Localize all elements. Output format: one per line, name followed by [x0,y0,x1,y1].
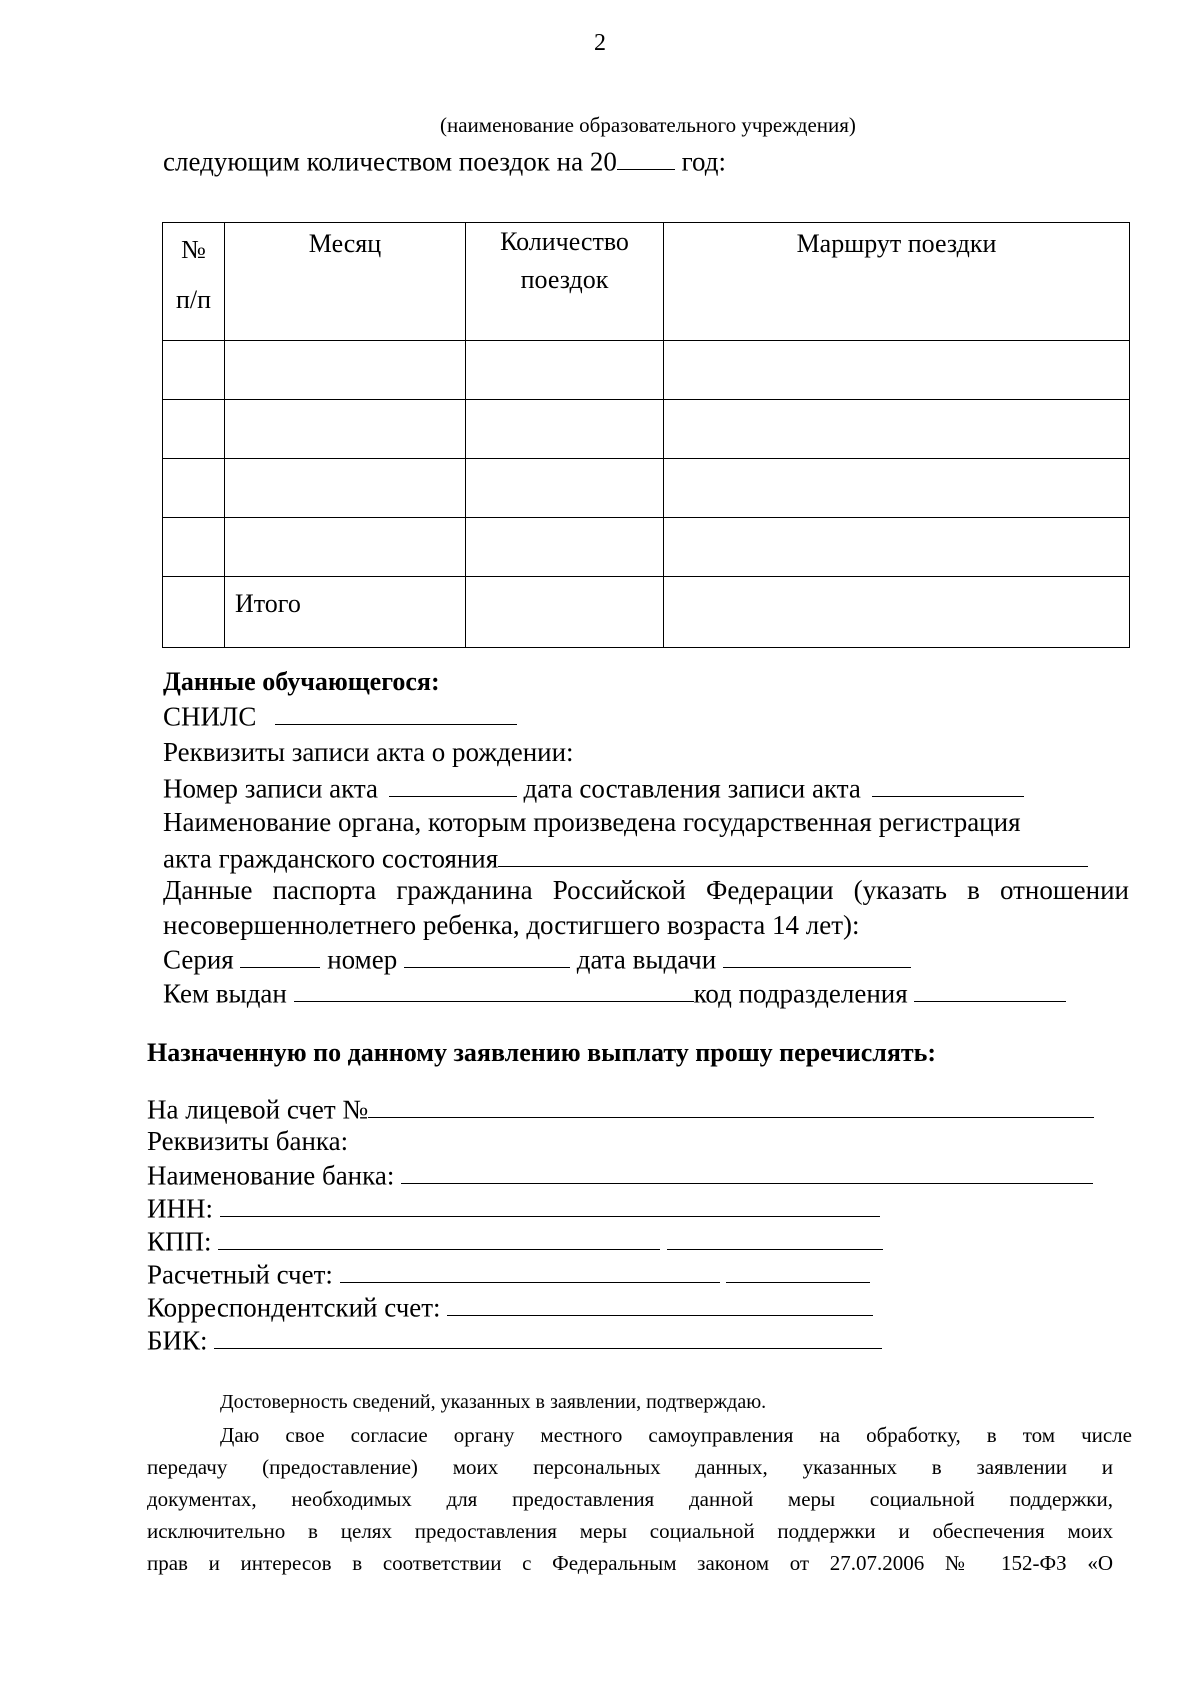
issue-date-field[interactable] [723,943,911,968]
page-number: 2 [594,30,606,56]
passport-label-line2: несовершеннолетнего ребенка, достигшего возраста 14 лет): [163,910,860,940]
authority-label-line2: акта гражданского состояния [163,843,499,874]
issue-date-label: дата выдачи [576,944,717,975]
account-label: На лицевой счет № [147,1094,369,1125]
bank-name-field[interactable] [401,1159,1093,1184]
table-header-row [163,223,1130,341]
bank-name-label: Наименование банка: [147,1160,395,1191]
snils-label: СНИЛС [163,701,257,732]
authority-field[interactable] [498,842,1088,867]
record-number-field[interactable] [389,772,517,797]
settlement-account-field[interactable] [340,1258,720,1283]
table-row [163,459,1130,518]
table-total-row [163,577,1130,648]
account-line [147,1093,1094,1125]
consent-line-2: передачу (предоставление) моих персональных данных, указанных в заявлении и [147,1455,1113,1479]
account-field[interactable] [368,1093,1094,1118]
passport-series-line [163,943,911,975]
snils-line [163,700,517,732]
intro-year-suffix: год: [681,146,726,177]
consent-line-3: документах, необходимых для предоставления данной меры социальной поддержки, [147,1487,1113,1511]
kpp-field-extra[interactable] [667,1225,883,1250]
bik-line [147,1324,882,1356]
bank-name-line [147,1159,1093,1191]
inn-label: ИНН: [147,1193,213,1224]
consent-line-1: Даю свое согласие органу местного самоуправления на обработку, в том числе [220,1423,1132,1447]
number-label: номер [327,944,398,975]
year-field[interactable] [617,145,675,170]
col-route-header: Маршрут поездки [664,223,1130,341]
series-label: Серия [163,944,234,975]
authority-label-line1: Наименование органа, которым произведена государственная регистрация [163,807,1021,837]
col-number-header: № п/п [163,223,225,341]
issued-by-line [163,977,1066,1009]
correspondent-account-label: Корреспондентский счет: [147,1292,441,1323]
kpp-line [147,1225,883,1257]
correspondent-account-field[interactable] [447,1291,873,1316]
consent-line-4: исключительно в целях предоставления меры социальной поддержки и обеспечения моих [147,1519,1113,1543]
consent-line-5: прав и интересов в соответствии с Федеральным законом от 27.07.2006 № 152-ФЗ «О [147,1551,1113,1575]
kpp-label: КПП: [147,1226,212,1257]
intro-line [163,145,726,177]
table-row [163,518,1130,577]
series-field[interactable] [240,943,320,968]
total-label: Итого [225,577,466,648]
record-number-label: Номер записи акта [163,773,379,804]
trips-table [162,222,1130,648]
division-code-field[interactable] [914,977,1066,1002]
record-date-label: дата составления записи акта [523,773,861,804]
inn-field[interactable] [220,1192,880,1217]
settlement-account-label: Расчетный счет: [147,1259,333,1290]
issued-by-field[interactable] [294,977,694,1002]
institution-caption: (наименование образовательного учреждения) [440,113,856,137]
student-section-title: Данные обучающегося: [163,667,440,696]
passport-label-line1: Данные паспорта гражданина Российской Федерации (указать в отношении [163,875,1129,905]
bank-details-label: Реквизиты банка: [147,1126,349,1156]
inn-line [147,1192,880,1224]
payment-section-title: Назначенную по данному заявлению выплату прошу перечислять: [147,1038,937,1067]
settlement-account-line [147,1258,870,1290]
bik-field[interactable] [214,1324,882,1349]
intro-text: следующим количеством поездок на 20 [163,146,617,177]
bik-label: БИК: [147,1325,208,1356]
col-trips-count-header: Количество поездок [466,223,664,341]
snils-field[interactable] [275,700,517,725]
number-field[interactable] [404,943,570,968]
issued-by-label: Кем выдан [163,978,287,1009]
confirm-text: Достоверность сведений, указанных в заявлении, подтверждаю. [220,1391,767,1413]
table-row [163,341,1130,400]
correspondent-account-line [147,1291,873,1323]
division-code-label: код подразделения [693,978,908,1009]
kpp-field[interactable] [218,1225,660,1250]
birth-record-label: Реквизиты записи акта о рождении: [163,737,574,767]
table-row [163,400,1130,459]
authority-line [163,842,1088,874]
record-line [163,772,1024,804]
record-date-field[interactable] [872,772,1024,797]
settlement-account-field-extra[interactable] [726,1258,870,1283]
col-month-header: Месяц [225,223,466,341]
